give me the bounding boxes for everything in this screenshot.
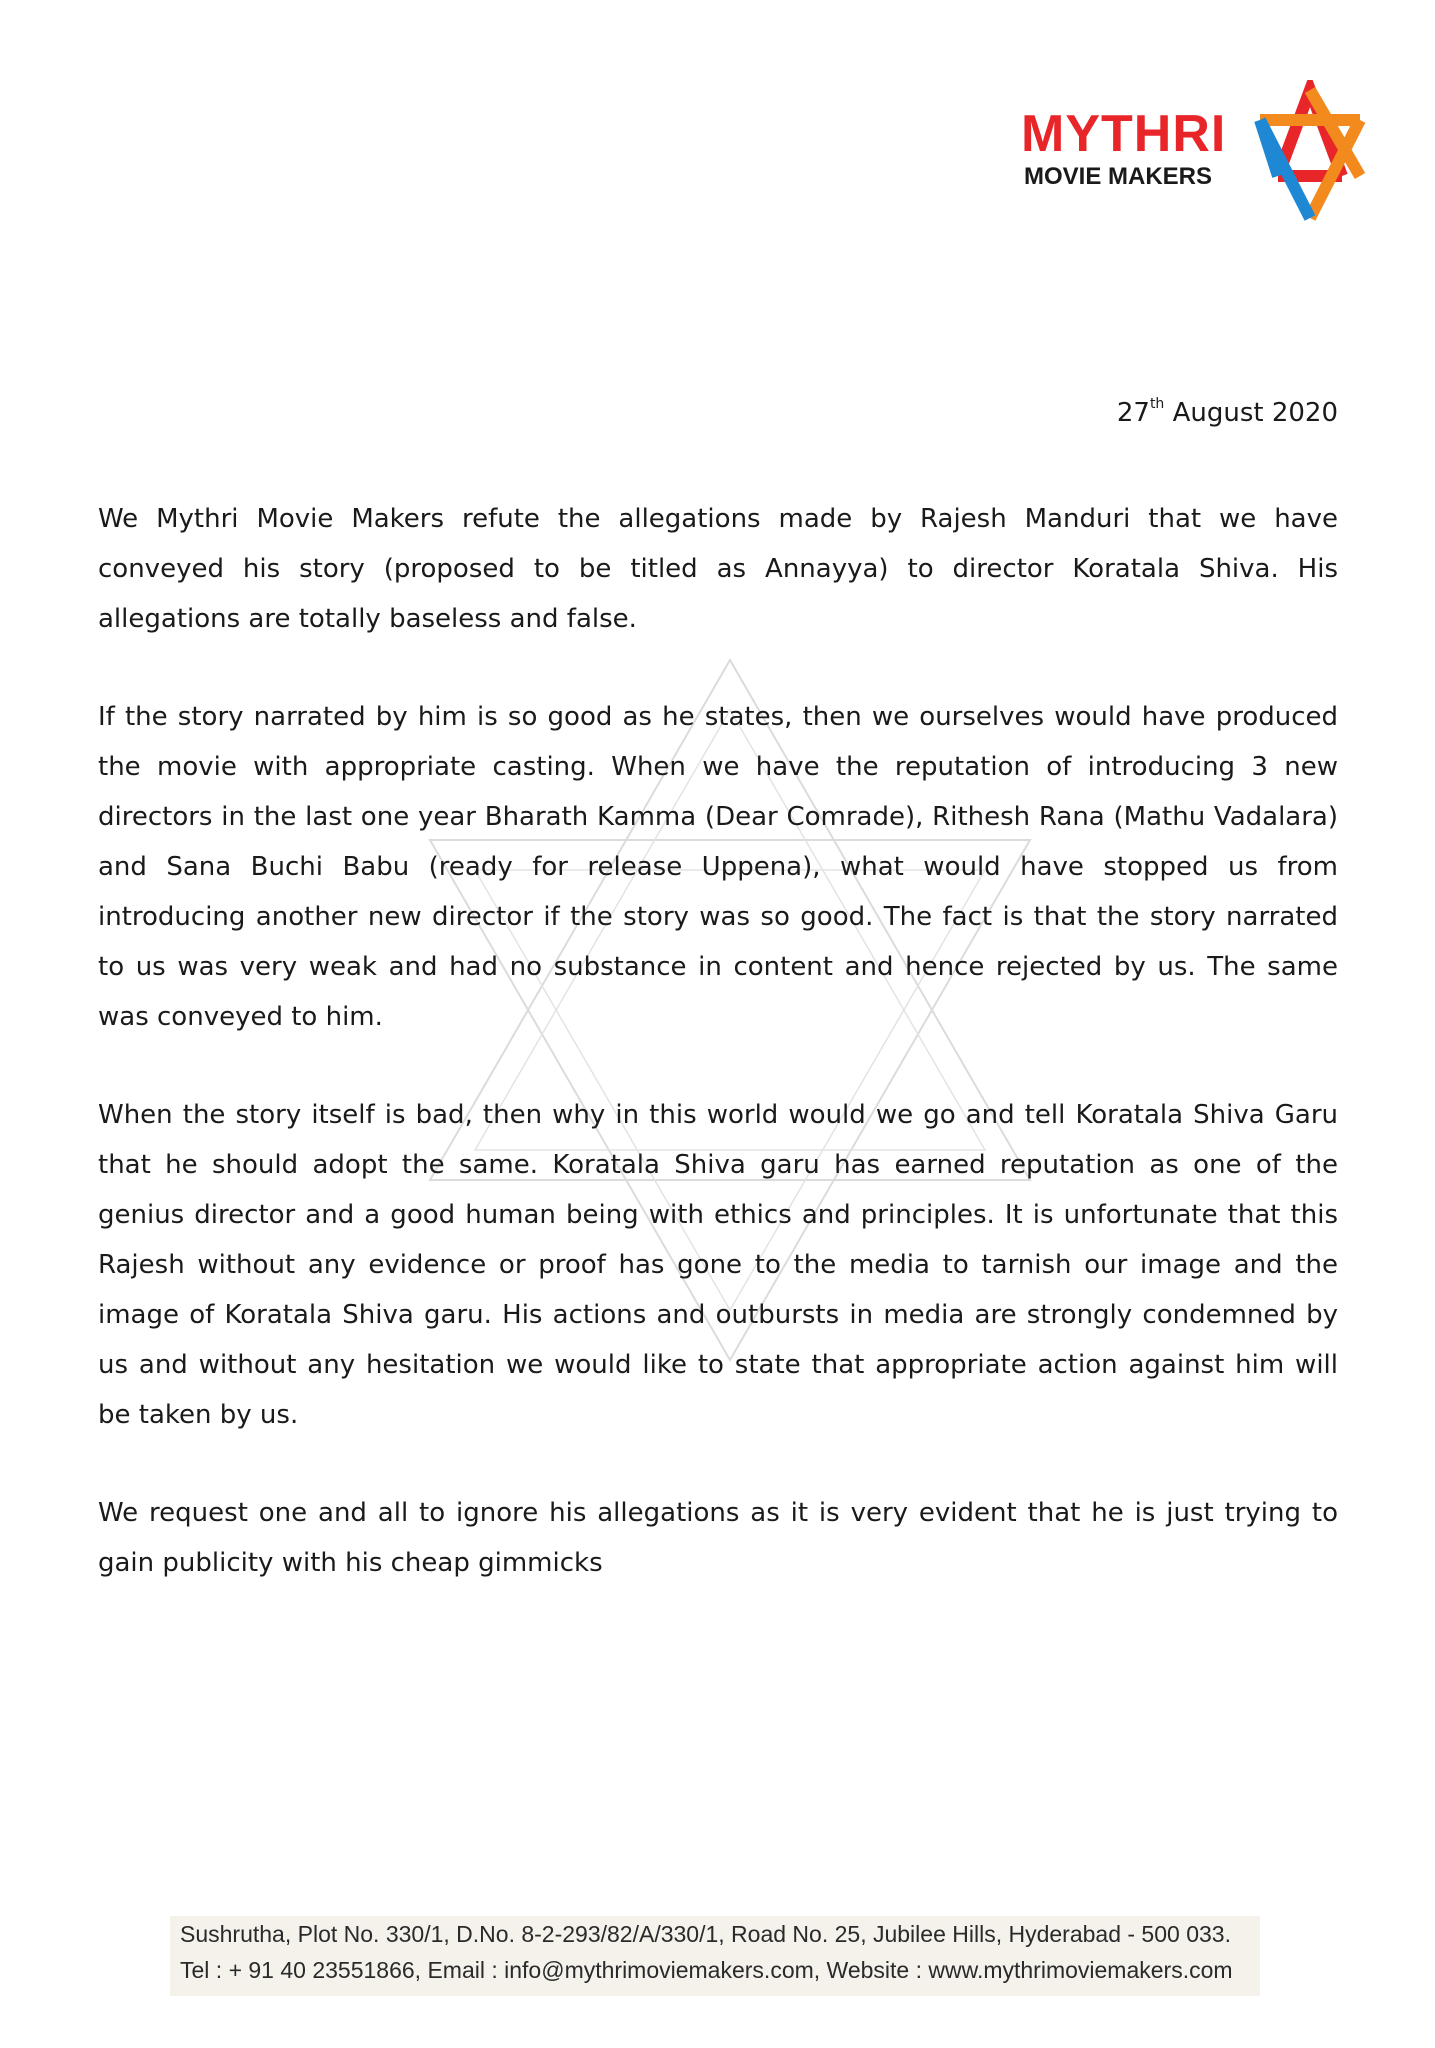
letterhead-footer (170, 1916, 1260, 1996)
footer-contact: Tel : + 91 40 23551866, Email : info@mythrimoviemakers.com, Website : www.mythrimoviemakers.com (180, 1957, 1233, 1983)
paragraph-1: We Mythri Movie Makers refute the allegations made by Rajesh Manduri that we have conveyed his story (proposed to be titled as Annayya) to director Koratala Shiva. His allegations are totally baseless and false. (98, 504, 1338, 634)
letter-body (98, 494, 1338, 1636)
letter-date (1117, 398, 1338, 428)
date-suffix: th (1149, 396, 1165, 412)
star-of-david-icon (1240, 80, 1390, 230)
date-day: 27 (1116, 398, 1150, 428)
company-logo (1010, 80, 1390, 230)
paragraph-2: If the story narrated by him is so good as he states, then we ourselves would have produced the movie with appropriate casting. When we have the reputation of introducing 3 new directors in the last one year Bharath Kamma (Dear Comrade), Rithesh Rana (Mathu Vadalara) and Sana Buchi Babu (ready for release Uppena), what would have stopped us from introducing another new director if the story was so good. The fact is that the story narrated to us was very weak and had no substance in content and hence rejected by us. The same was conveyed to him. (98, 702, 1338, 1032)
logo-name-text: MYTHRI (1021, 105, 1227, 163)
date-month-year: August 2020 (1172, 398, 1338, 428)
paragraph-4: We request one and all to ignore his allegations as it is very evident that he is just trying to gain publicity with his cheap gimmicks (98, 1498, 1338, 1578)
logo-subtitle-text: MOVIE MAKERS (1024, 163, 1213, 190)
paragraph-3: When the story itself is bad, then why in this world would we go and tell Koratala Shiva Garu that he should adopt the same. Koratala Shiva garu has earned reputation as one of the genius director and a good human being with ethics and principles. It is unfortunate that this Rajesh without any evidence or proof has gone to the media to tarnish our image and the image of Koratala Shiva garu. His actions and outbursts in media are strongly condemned by us and without any hesitation we would like to state that appropriate action against him will be taken by us. (98, 1100, 1338, 1430)
footer-address: Sushrutha, Plot No. 330/1, D.No. 8-2-293/82/A/330/1, Road No. 25, Jubilee Hills, Hyderabad - 500 033. (180, 1921, 1231, 1947)
